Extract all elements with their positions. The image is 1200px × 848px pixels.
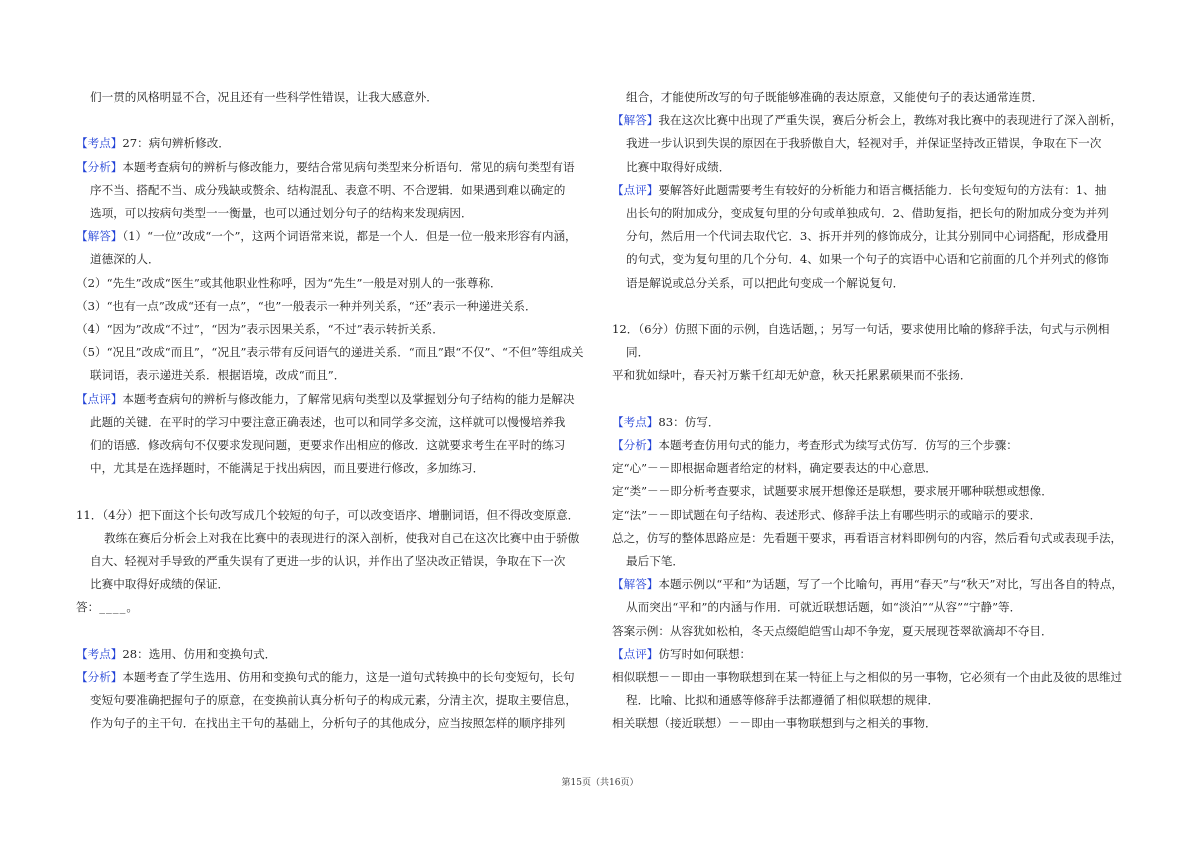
q11-dianping [612,179,1136,202]
q12-dianping [612,643,1136,666]
kaodian-text: 27：病句辨析修改． [122,136,230,151]
text-line: 相似联想－－即由一事物联想到在某一特征上与之相似的另一事物，它必须有一个由此及彼的思维过 [612,670,1123,685]
text-line: 变短句要准确把握句子的原意，在变换前认真分析句子的构成元素，分清主次，提取主要信息， [90,693,577,708]
q10-kaodian [76,132,600,155]
dianping-text: 仿写时如何联想： [658,646,752,661]
jieda-tag: 【解答】 [76,229,123,244]
fenxi-tag: 【分析】 [76,670,123,685]
dianping-text: 本题考查病句的辨析与修改能力，了解常见病句类型以及掌握划分句子结构的能力是解决 [122,391,575,406]
q11-kaodian [76,643,600,666]
text-line: （3）“也有一点”改成“还有一点”，“也”一般表示一种并列关系，“还”表示一种递进关系． [76,298,537,313]
jieda-text: （1）“一位”改成“一个”，这两个词语常来说，都是一个人．但是一位一般来形容有内涵， [122,229,577,244]
q11-answer [76,596,600,619]
text-line: 此题的关键．在平时的学习中要注意正确表述，也可以和同学多交流，这样就可以慢慢培养我 [90,414,566,429]
text-line: 定“心”－－即根据命题者给定的材料，确定要表达的中心意思． [612,461,937,476]
text-line: 相关联想（接近联想）－－即由一事物联想到与之相关的事物． [612,716,937,731]
q10-jieda [76,225,600,248]
fenxi-tag: 【分析】 [612,438,659,453]
q12-answer: 答案示例：从容犹如松柏，冬天点缀皑皑雪山却不争宠，夏天展现苍翠欲滴却不夺目． [612,623,1053,638]
left-column [76,86,600,736]
q12-kaodian [612,411,1136,434]
q10-dianping [76,388,600,411]
text-line: 出长句的附加成分，变成复句里的分句或单独成句．2、借助复指，把长句的附加成分变为并列 [626,206,1109,221]
fenxi-tag: 【分析】 [76,159,123,174]
text-line: 我进一步认识到失误的原因在于我骄傲自大，轻视对手，并保证坚持改正错误，争取在下一次 [626,136,1102,151]
text-line: 的句式，变为复句里的几个分句．4、如果一个句子的宾语中心语和它前面的几个并列式的修饰 [626,252,1109,267]
kaodian-text: 28：选用、仿用和变换句式． [122,646,277,661]
page-number: 第15页（共16页） [561,778,639,788]
right-column [612,86,1136,736]
text-line: 分句，然后用一个代词去取代它．3、拆开并列的修饰成分，让其分别同中心词搭配，形成叠用 [626,229,1109,244]
q11-jieda [612,109,1136,132]
text-line: 组合，才能使所改写的句子既能够准确的表达原意，又能使句子的表达通常连贯． [626,90,1044,104]
dianping-tag: 【点评】 [76,391,123,406]
text-line: 定“类”－－即分析考查要求，试题要求展开想像还是联想，要求展开哪种联想或想像． [612,484,1053,499]
text-line: 作为句子的主干句．在找出主干句的基础上，分析句子的其他成分，应当按照怎样的顺序排列 [90,716,566,731]
kaodian-tag: 【考点】 [612,414,659,429]
q12-jieda [612,573,1136,596]
kaodian-text: 83：仿写． [658,414,720,429]
text-line: 语是解说或总分关系，可以把此句变成一个解说复句． [626,275,905,290]
answer-end: 。 [126,600,138,615]
kaodian-tag: 【考点】 [76,136,123,151]
text-line: 比赛中取得好成绩的保证． [90,577,230,592]
text-line: 们的语感．修改病句不仅要求发现问题，更要求作出相应的修改．这就要求考生在平时的练习 [90,438,566,453]
text-line: 同． [626,345,650,360]
text-line: 中，尤其是在选择题时，不能满足于找出病因，而且要进行修改，多加练习． [90,461,485,476]
dianping-text: 要解答好此题需要考生有较好的分析能力和语言概括能力．长句变短句的方法有：1、抽 [658,182,1107,197]
text-line: 道德深的人． [90,252,160,267]
text-line: 从而突出“平和”的内涵与作用．可就近联想话题，如“淡泊”“从容”“宁静”等． [626,600,1022,615]
answer-blank: ____ [99,600,127,615]
fenxi-text: 本题考查了学生选用、仿用和变换句式的能力，这是一道句式转换中的长句变短句，长句 [122,670,575,685]
text-line: 定“法”－－即试题在句子结构、表述形式、修辞手法上有哪些明示的或暗示的要求． [612,507,1042,522]
fenxi-text: 本题考查病句的辨析与修改能力，要结合常见病句类型来分析语句．常见的病句类型有语 [122,159,575,174]
text-line: 们一贯的风格明显不合，况且还有一些科学性错误，让我大感意外． [90,90,438,104]
text-line: （5）“况且”改成“而且”，“况且”表示带有反问语气的递进关系．“而且”跟“不仅”、“不但”等组成关 [76,345,584,360]
text-line: 教练在赛后分析会上对我在比赛中的表现进行的深入剖析，使我对自己在这次比赛中由于骄傲 [104,530,580,545]
text-line: 最后下笔． [626,554,684,569]
q12-stem: 12．（6分）仿照下面的示例，自选话题，；另写一句话，要求使用比喻的修辞手法，句式与示例相 [612,322,1110,337]
jieda-text: 本题示例以“平和”为话题，写了一个比喻句，再用“春天”与“秋天”对比，写出各自的特点， [658,577,1123,592]
kaodian-tag: 【考点】 [76,646,123,661]
text-line: 选项，可以按病句类型一一衡量，也可以通过划分句子的结构来发现病因． [90,206,473,220]
dianping-tag: 【点评】 [612,182,659,197]
text-line: 比赛中取得好成绩． [626,159,731,174]
fenxi-text: 本题考查仿用句式的能力，考查形式为续写式仿写．仿写的三个步骤： [658,438,1018,453]
dianping-tag: 【点评】 [612,646,659,661]
text-line: 序不当、搭配不当、成分残缺或赘余、结构混乱、表意不明、不合逻辑．如果遇到难以确定的 [90,182,566,197]
answer-label: 答： [76,600,100,615]
jieda-text: 我在这次比赛中出现了严重失误，赛后分析会上，教练对我比赛中的表现进行了深入剖析， [658,113,1123,128]
text-line: 程．比喻、比拟和通感等修辞手法都遵循了相似联想的规律． [626,693,940,708]
text-line: （4）“因为”改成“不过”，“因为”表示因果关系，“不过”表示转折关系． [76,322,444,337]
text-line: 联词语，表示递进关系．根据语境，改成“而且”． [90,368,346,383]
text-line: （2）“先生”改成“医生”或其他职业性称呼，因为“先生”一般是对别人的一张尊称． [76,275,502,290]
q11-stem: 11．（4分）把下面这个长句改写成几个较短的句子，可以改变语序、增删词语，但不得改变原意． [76,507,580,522]
q12-example: 平和犹如绿叶，春天衬万紫千红却无妒意，秋天托累累硕果而不张扬． [612,368,972,383]
text-line: 自大、轻视对手导致的严重失误有了更进一步的认识，并作出了坚决改正错误，争取在下一次 [90,554,566,569]
q11-fenxi [76,666,600,689]
text-line: 总之，仿写的整体思路应是：先看题干要求，再看语言材料即例句的内容，然后看句式或表现手法， [612,530,1123,545]
jieda-tag: 【解答】 [612,577,659,592]
q12-fenxi [612,434,1136,457]
q10-fenxi [76,156,600,179]
jieda-tag: 【解答】 [612,113,659,128]
